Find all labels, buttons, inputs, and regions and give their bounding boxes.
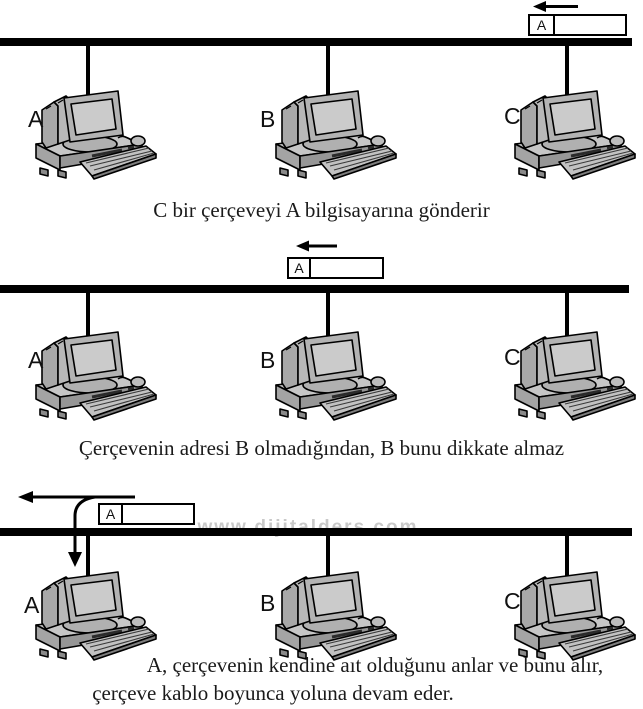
frame-address-cell: A [100, 505, 123, 523]
panel2-caption: Çerçevenin adresi B olmadığından, B bunu dikkate almaz [78, 436, 565, 460]
station-label: C [504, 103, 521, 129]
computer-a-illustration [30, 84, 160, 180]
station-label: B [260, 347, 276, 373]
panel3-caption-line1: A, çerçevenin kendine aıt olduğunu anlar ve bunu alır, [146, 653, 604, 677]
computer-c-illustration [509, 565, 639, 661]
station-label: A [28, 347, 44, 373]
bus-cable [0, 38, 632, 46]
station-label: A [28, 106, 44, 132]
computer-a-illustration [30, 325, 160, 421]
frame-box [98, 503, 195, 525]
left-arrow-icon [295, 239, 339, 253]
frame-address-cell: A [289, 259, 311, 277]
station-label: C [504, 344, 521, 370]
station-label: A [24, 592, 40, 618]
station-label: B [260, 590, 276, 616]
panel1-caption: C bir çerçeveyi A bilgisayarına gönderir [153, 198, 490, 222]
frame-box [528, 14, 627, 36]
frame-box [287, 257, 384, 279]
computer-c-illustration [509, 84, 639, 180]
computer-a-illustration [30, 565, 160, 661]
computer-b-illustration [270, 84, 400, 180]
station-label: C [504, 588, 521, 614]
station-label: B [260, 106, 276, 132]
computer-b-illustration [270, 565, 400, 661]
computer-c-illustration [509, 325, 639, 421]
bus-cable [0, 528, 632, 536]
computer-b-illustration [270, 325, 400, 421]
panel3-caption-line2: çerçeve kablo boyunca yoluna devam eder. [92, 681, 454, 705]
left-arrow-icon [532, 0, 580, 13]
bus-cable [0, 285, 629, 293]
frame-address-cell: A [530, 16, 555, 34]
